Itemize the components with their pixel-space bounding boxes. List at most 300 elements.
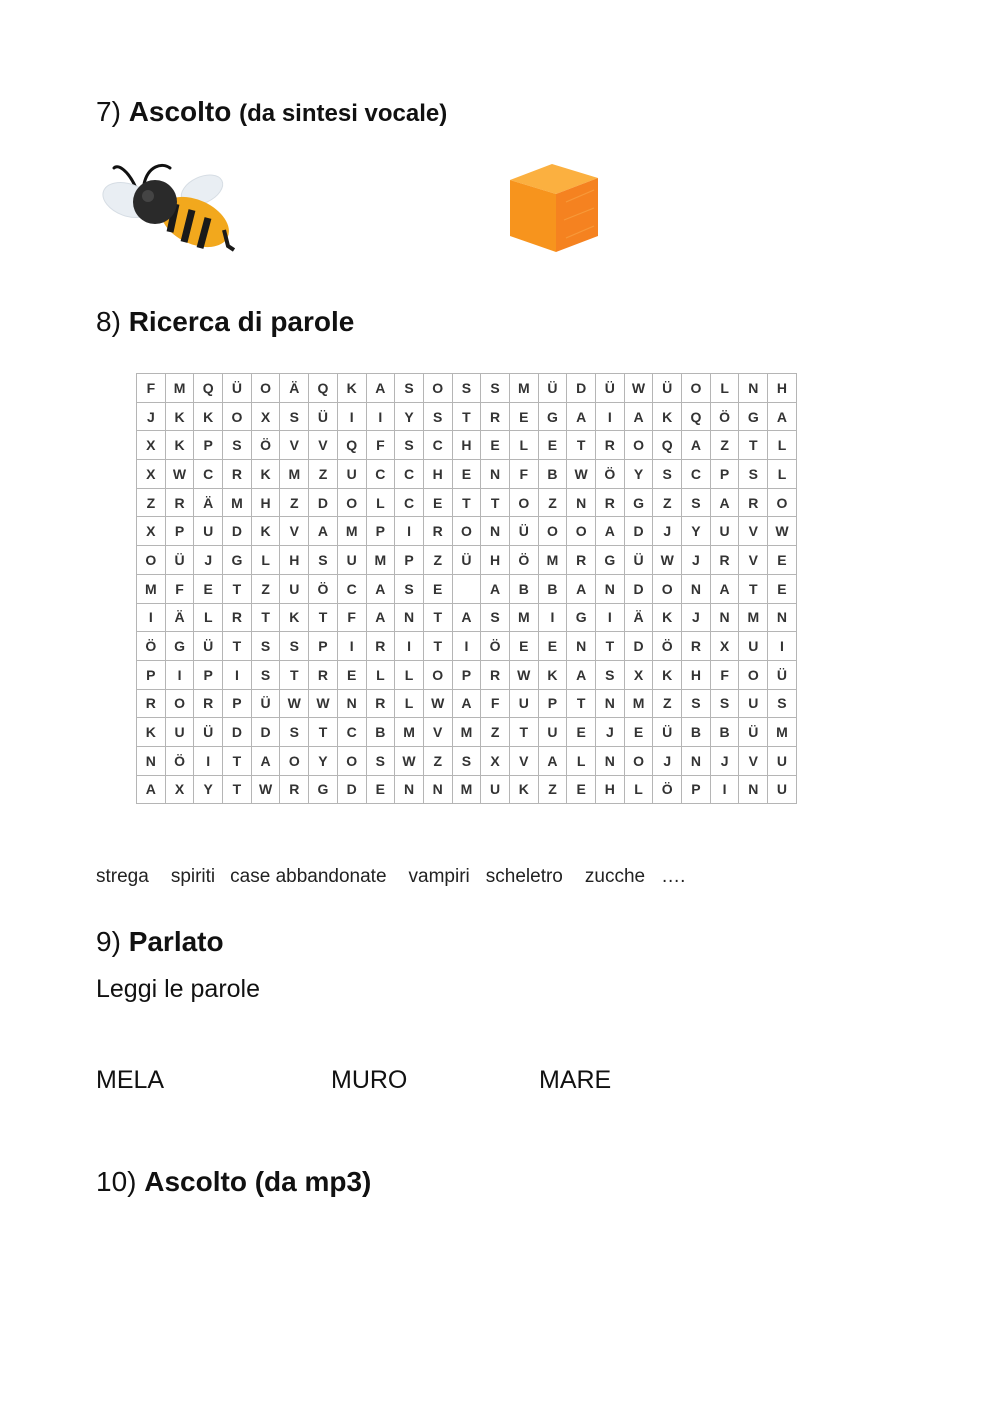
grid-cell[interactable]: W [280,689,309,718]
grid-cell[interactable]: Ü [251,689,280,718]
grid-cell[interactable]: A [710,574,739,603]
grid-cell[interactable]: O [337,746,366,775]
grid-cell[interactable]: W [768,517,797,546]
grid-cell[interactable]: Ö [509,546,538,575]
grid-cell[interactable]: G [624,488,653,517]
grid-cell[interactable]: V [509,746,538,775]
grid-cell[interactable]: O [423,374,452,403]
grid-cell[interactable]: W [165,460,194,489]
grid-cell[interactable]: M [337,517,366,546]
grid-cell[interactable]: L [768,460,797,489]
grid-cell[interactable]: M [137,574,166,603]
grid-cell[interactable]: P [137,660,166,689]
grid-cell[interactable]: I [395,517,424,546]
grid-cell[interactable]: E [567,775,596,804]
grid-cell[interactable]: Ü [653,374,682,403]
grid-cell[interactable]: R [682,632,711,661]
grid-cell[interactable]: C [423,431,452,460]
grid-cell[interactable]: Ä [194,488,223,517]
grid-cell[interactable]: Z [538,775,567,804]
grid-cell[interactable]: Q [653,431,682,460]
grid-cell[interactable]: Z [137,488,166,517]
grid-cell[interactable]: U [509,689,538,718]
grid-cell[interactable]: L [366,488,395,517]
grid-cell[interactable]: W [309,689,338,718]
grid-cell[interactable]: A [567,402,596,431]
grid-cell[interactable]: Q [194,374,223,403]
grid-cell[interactable]: N [596,574,625,603]
grid-cell[interactable]: S [280,718,309,747]
grid-cell[interactable]: Ö [165,746,194,775]
grid-cell[interactable]: J [137,402,166,431]
grid-cell[interactable]: E [481,431,510,460]
grid-cell[interactable]: B [538,574,567,603]
grid-cell[interactable]: R [137,689,166,718]
grid-cell[interactable]: O [538,517,567,546]
grid-cell[interactable]: K [509,775,538,804]
grid-cell[interactable]: H [251,488,280,517]
grid-cell[interactable]: U [768,746,797,775]
grid-cell[interactable]: K [538,660,567,689]
grid-cell[interactable]: Y [682,517,711,546]
grid-cell[interactable]: Ü [538,374,567,403]
grid-cell[interactable]: A [567,574,596,603]
grid-cell[interactable]: O [423,660,452,689]
grid-cell[interactable]: T [223,632,252,661]
grid-cell[interactable]: T [739,431,768,460]
grid-cell[interactable]: O [624,746,653,775]
grid-cell[interactable]: U [710,517,739,546]
grid-cell[interactable]: U [739,632,768,661]
grid-cell[interactable]: S [251,660,280,689]
grid-cell[interactable]: T [509,718,538,747]
grid-cell[interactable]: Ü [768,660,797,689]
grid-cell[interactable]: T [423,632,452,661]
grid-cell[interactable]: H [682,660,711,689]
grid-cell[interactable]: N [682,574,711,603]
grid-cell[interactable]: C [366,460,395,489]
grid-cell[interactable]: S [682,689,711,718]
grid-cell[interactable]: S [653,460,682,489]
grid-cell[interactable]: B [366,718,395,747]
grid-cell[interactable]: R [596,488,625,517]
grid-cell[interactable]: N [337,689,366,718]
grid-cell[interactable]: S [395,574,424,603]
grid-cell[interactable]: N [395,603,424,632]
grid-cell[interactable]: T [452,488,481,517]
grid-cell[interactable]: A [452,603,481,632]
grid-cell[interactable]: S [366,746,395,775]
grid-cell[interactable]: R [194,689,223,718]
grid-cell[interactable]: Q [337,431,366,460]
grid-cell[interactable]: V [280,517,309,546]
grid-cell[interactable]: I [395,632,424,661]
grid-cell[interactable]: L [395,660,424,689]
grid-cell[interactable]: T [223,574,252,603]
grid-cell[interactable]: R [366,632,395,661]
grid-cell[interactable]: L [768,431,797,460]
grid-cell[interactable]: O [251,374,280,403]
grid-cell[interactable]: N [739,775,768,804]
grid-cell[interactable]: R [423,517,452,546]
grid-cell[interactable]: O [337,488,366,517]
grid-cell[interactable]: O [653,574,682,603]
grid-cell[interactable]: O [509,488,538,517]
grid-cell[interactable]: H [481,546,510,575]
grid-cell[interactable]: O [452,517,481,546]
grid-cell[interactable]: K [251,517,280,546]
grid-cell[interactable]: O [165,689,194,718]
grid-cell[interactable]: Ö [481,632,510,661]
grid-cell[interactable]: U [337,460,366,489]
grid-cell[interactable]: C [395,488,424,517]
grid-cell[interactable]: R [710,546,739,575]
grid-cell[interactable]: S [423,402,452,431]
grid-cell[interactable]: E [567,718,596,747]
grid-cell[interactable]: M [452,775,481,804]
grid-cell[interactable]: I [337,632,366,661]
grid-cell[interactable]: Ä [280,374,309,403]
grid-cell[interactable]: K [280,603,309,632]
grid-cell[interactable]: F [165,574,194,603]
grid-cell[interactable]: K [165,431,194,460]
grid-cell[interactable]: D [337,775,366,804]
grid-cell[interactable]: J [682,603,711,632]
grid-cell[interactable]: M [223,488,252,517]
grid-cell[interactable]: U [165,718,194,747]
grid-cell[interactable]: E [768,574,797,603]
grid-cell[interactable]: S [596,660,625,689]
grid-cell[interactable]: X [624,660,653,689]
grid-cell[interactable]: A [481,574,510,603]
grid-cell[interactable]: Y [309,746,338,775]
grid-cell[interactable]: O [137,546,166,575]
grid-cell[interactable]: M [366,546,395,575]
grid-cell[interactable]: D [624,632,653,661]
grid-cell[interactable]: M [509,603,538,632]
grid-cell[interactable]: T [567,431,596,460]
grid-cell[interactable]: X [137,460,166,489]
grid-cell[interactable]: Ö [710,402,739,431]
grid-cell[interactable]: E [509,402,538,431]
grid-cell[interactable]: I [137,603,166,632]
grid-cell[interactable]: A [366,574,395,603]
grid-cell[interactable]: C [337,574,366,603]
grid-cell[interactable]: Z [653,488,682,517]
grid-cell[interactable]: J [596,718,625,747]
grid-cell[interactable]: L [567,746,596,775]
grid-cell[interactable]: O [739,660,768,689]
bee-icon[interactable] [100,160,235,255]
grid-cell[interactable]: S [395,431,424,460]
grid-cell[interactable]: Ü [452,546,481,575]
grid-cell[interactable]: A [366,603,395,632]
grid-cell[interactable]: P [538,689,567,718]
grid-cell[interactable]: Ü [223,374,252,403]
grid-cell[interactable]: R [739,488,768,517]
grid-cell[interactable]: D [567,374,596,403]
grid-cell[interactable]: Q [682,402,711,431]
grid-cell[interactable]: W [395,746,424,775]
grid-cell[interactable]: L [366,660,395,689]
grid-cell[interactable]: M [538,546,567,575]
grid-cell[interactable]: R [280,775,309,804]
grid-cell[interactable]: S [481,603,510,632]
grid-cell[interactable]: A [624,402,653,431]
grid-cell[interactable]: Q [309,374,338,403]
grid-cell[interactable]: E [509,632,538,661]
grid-cell[interactable]: T [223,775,252,804]
grid-cell[interactable]: W [509,660,538,689]
grid-cell[interactable]: D [624,517,653,546]
grid-cell[interactable]: O [280,746,309,775]
grid-cell[interactable]: N [567,488,596,517]
grid-cell[interactable]: H [423,460,452,489]
grid-cell[interactable]: P [165,517,194,546]
grid-cell[interactable]: Z [280,488,309,517]
grid-cell[interactable]: N [596,689,625,718]
grid-cell[interactable]: J [710,746,739,775]
grid-cell[interactable]: A [452,689,481,718]
grid-cell[interactable]: O [624,431,653,460]
grid-cell[interactable]: N [710,603,739,632]
grid-cell[interactable]: E [452,460,481,489]
grid-cell[interactable]: N [481,517,510,546]
grid-cell[interactable]: A [596,517,625,546]
grid-cell[interactable]: B [538,460,567,489]
grid-cell[interactable]: T [223,746,252,775]
grid-cell[interactable]: F [337,603,366,632]
grid-cell[interactable]: S [481,374,510,403]
grid-cell[interactable]: Z [423,546,452,575]
grid-cell[interactable]: V [739,746,768,775]
grid-cell[interactable]: X [165,775,194,804]
grid-cell[interactable]: Ü [624,546,653,575]
grid-cell[interactable]: S [223,431,252,460]
grid-cell[interactable]: M [165,374,194,403]
grid-cell[interactable]: S [452,746,481,775]
grid-cell[interactable]: Z [309,460,338,489]
grid-cell[interactable]: U [768,775,797,804]
grid-cell[interactable]: E [538,632,567,661]
grid-cell[interactable]: I [452,632,481,661]
grid-cell[interactable]: A [710,488,739,517]
grid-cell[interactable]: T [280,660,309,689]
grid-cell[interactable]: R [481,402,510,431]
grid-cell[interactable]: F [366,431,395,460]
grid-cell[interactable]: Ü [739,718,768,747]
grid-cell[interactable]: Ö [137,632,166,661]
grid-cell[interactable]: X [481,746,510,775]
grid-cell[interactable]: J [194,546,223,575]
grid-cell[interactable]: I [710,775,739,804]
grid-cell[interactable]: J [653,746,682,775]
grid-cell[interactable]: G [165,632,194,661]
grid-cell[interactable]: N [739,374,768,403]
grid-cell[interactable]: T [309,718,338,747]
grid-cell[interactable]: N [423,775,452,804]
grid-cell[interactable]: V [309,431,338,460]
grid-cell[interactable]: R [366,689,395,718]
grid-cell[interactable]: S [682,488,711,517]
grid-cell[interactable]: O [567,517,596,546]
grid-cell[interactable]: L [251,546,280,575]
grid-cell[interactable]: H [452,431,481,460]
grid-cell[interactable]: X [251,402,280,431]
grid-cell[interactable]: R [223,603,252,632]
word-search-grid[interactable] [136,373,797,804]
grid-cell[interactable]: P [452,660,481,689]
grid-cell[interactable]: N [395,775,424,804]
grid-cell[interactable] [452,574,481,603]
grid-cell[interactable]: I [596,402,625,431]
grid-cell[interactable]: S [309,546,338,575]
grid-cell[interactable]: H [280,546,309,575]
grid-cell[interactable]: C [395,460,424,489]
grid-cell[interactable]: G [596,546,625,575]
grid-cell[interactable]: Ö [653,775,682,804]
grid-cell[interactable]: W [423,689,452,718]
grid-cell[interactable]: K [251,460,280,489]
grid-cell[interactable]: K [653,603,682,632]
grid-cell[interactable]: M [280,460,309,489]
grid-cell[interactable]: Ä [624,603,653,632]
grid-cell[interactable]: T [251,603,280,632]
grid-cell[interactable]: A [538,746,567,775]
grid-cell[interactable]: X [137,431,166,460]
grid-cell[interactable]: L [194,603,223,632]
grid-cell[interactable]: T [567,689,596,718]
grid-cell[interactable]: Y [395,402,424,431]
grid-cell[interactable]: P [682,775,711,804]
grid-cell[interactable]: M [739,603,768,632]
grid-cell[interactable]: U [280,574,309,603]
grid-cell[interactable]: E [366,775,395,804]
grid-cell[interactable]: L [509,431,538,460]
grid-cell[interactable]: M [624,689,653,718]
grid-cell[interactable]: A [768,402,797,431]
grid-cell[interactable]: T [481,488,510,517]
grid-cell[interactable]: F [509,460,538,489]
grid-cell[interactable]: O [768,488,797,517]
grid-cell[interactable]: I [596,603,625,632]
grid-cell[interactable]: Ü [653,718,682,747]
grid-cell[interactable]: G [538,402,567,431]
grid-cell[interactable]: R [309,660,338,689]
grid-cell[interactable]: B [710,718,739,747]
grid-cell[interactable]: S [251,632,280,661]
grid-cell[interactable]: G [739,402,768,431]
grid-cell[interactable]: C [194,460,223,489]
grid-cell[interactable]: P [194,431,223,460]
grid-cell[interactable]: J [682,546,711,575]
grid-cell[interactable]: B [682,718,711,747]
grid-cell[interactable]: W [567,460,596,489]
grid-cell[interactable]: M [452,718,481,747]
grid-cell[interactable]: C [337,718,366,747]
grid-cell[interactable]: V [423,718,452,747]
grid-cell[interactable]: H [596,775,625,804]
grid-cell[interactable]: V [280,431,309,460]
grid-cell[interactable]: S [452,374,481,403]
grid-cell[interactable]: Ö [653,632,682,661]
grid-cell[interactable]: B [509,574,538,603]
grid-cell[interactable]: J [653,517,682,546]
grid-cell[interactable]: O [682,374,711,403]
grid-cell[interactable]: R [596,431,625,460]
grid-cell[interactable]: S [280,402,309,431]
grid-cell[interactable]: E [337,660,366,689]
grid-cell[interactable]: S [395,374,424,403]
grid-cell[interactable]: F [481,689,510,718]
grid-cell[interactable]: E [194,574,223,603]
grid-cell[interactable]: E [423,574,452,603]
grid-cell[interactable]: M [768,718,797,747]
grid-cell[interactable]: K [137,718,166,747]
grid-cell[interactable]: P [194,660,223,689]
grid-cell[interactable]: Z [710,431,739,460]
grid-cell[interactable]: W [653,546,682,575]
grid-cell[interactable]: R [165,488,194,517]
grid-cell[interactable]: P [223,689,252,718]
grid-cell[interactable]: H [768,374,797,403]
grid-cell[interactable]: N [567,632,596,661]
grid-cell[interactable]: A [309,517,338,546]
grid-cell[interactable]: Ü [596,374,625,403]
grid-cell[interactable]: Ü [194,718,223,747]
grid-cell[interactable]: S [710,689,739,718]
grid-cell[interactable]: D [251,718,280,747]
grid-cell[interactable]: I [337,402,366,431]
grid-cell[interactable]: A [366,374,395,403]
grid-cell[interactable]: N [682,746,711,775]
grid-cell[interactable]: A [251,746,280,775]
grid-cell[interactable]: D [223,517,252,546]
grid-cell[interactable]: G [223,546,252,575]
grid-cell[interactable]: C [682,460,711,489]
grid-cell[interactable]: N [596,746,625,775]
grid-cell[interactable]: A [567,660,596,689]
grid-cell[interactable]: X [137,517,166,546]
grid-cell[interactable]: E [624,718,653,747]
grid-cell[interactable]: I [538,603,567,632]
grid-cell[interactable]: R [567,546,596,575]
grid-cell[interactable]: Z [251,574,280,603]
grid-cell[interactable]: E [768,546,797,575]
grid-cell[interactable]: T [739,574,768,603]
grid-cell[interactable]: W [251,775,280,804]
grid-cell[interactable]: N [137,746,166,775]
grid-cell[interactable]: R [223,460,252,489]
grid-cell[interactable]: I [223,660,252,689]
grid-cell[interactable]: M [509,374,538,403]
grid-cell[interactable]: K [165,402,194,431]
grid-cell[interactable]: T [309,603,338,632]
grid-cell[interactable]: S [280,632,309,661]
grid-cell[interactable]: A [137,775,166,804]
grid-cell[interactable]: L [710,374,739,403]
grid-cell[interactable]: U [194,517,223,546]
grid-cell[interactable]: P [366,517,395,546]
grid-cell[interactable]: R [481,660,510,689]
grid-cell[interactable]: I [165,660,194,689]
grid-cell[interactable]: I [194,746,223,775]
grid-cell[interactable]: Ü [165,546,194,575]
grid-cell[interactable]: A [682,431,711,460]
grid-cell[interactable]: N [481,460,510,489]
orange-cube-icon[interactable] [506,162,600,254]
grid-cell[interactable]: D [624,574,653,603]
